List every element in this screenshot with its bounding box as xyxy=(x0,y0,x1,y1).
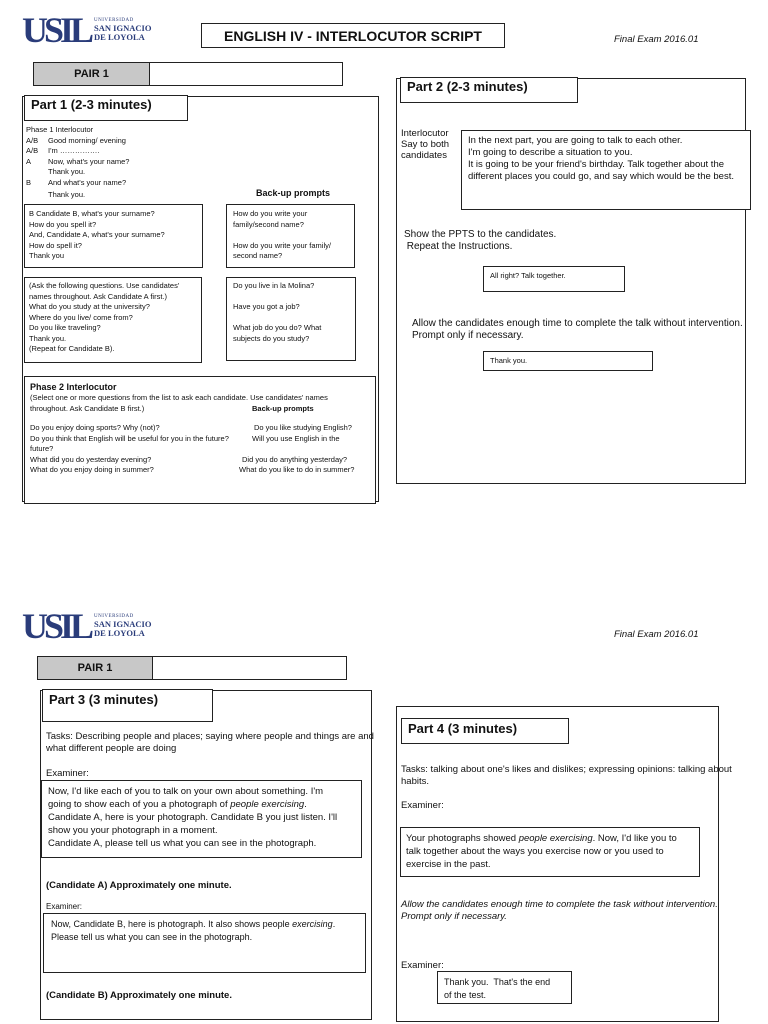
part3-candidate-b: (Candidate B) Approximately one minute. xyxy=(46,990,232,1001)
part1-box2: (Ask the following questions. Use candidates' names throughout. Ask Candidate A first.) What do you study at the university? Where do you live/ come from? Do you like traveling? Thank you. (Repeat for Candidate B). xyxy=(24,277,202,363)
logo-line2: SAN IGNACIO xyxy=(94,23,152,33)
pair-label: PAIR 1 xyxy=(33,62,150,86)
phase2-box: Phase 2 Interlocutor (Select one or more questions from the list to ask each candidate. Use candidates' names throughout. Ask Candidate B first.) Back-up prompts Do you enjoy doing sports? Why (not)? Do you like studying English? Do you think that English will be useful for you in the future? Will you use English in the future? What did you do yesterday evening? Did you do anything yesterday? What do you enjoy doing in summer? What do you like to do in summer? xyxy=(24,376,376,504)
logo-mark-2: USIL xyxy=(22,606,91,646)
page-title: ENGLISH IV - INTERLOCUTOR SCRIPT xyxy=(201,23,505,48)
logo-line1: UNIVERSIDAD xyxy=(94,18,134,23)
part3-heading: Part 3 (3 minutes) xyxy=(42,689,213,722)
part3-examiner-label: Examiner: xyxy=(46,768,89,779)
part3-script: Now, I'd like each of you to talk on your own about something. I'm going to show each of you a photograph of people exercising. Candidate A, here is your photograph. Candidate B you just listen. I'll show you your photograph in a moment. Candidate A, please tell us what you can see in the photograph. xyxy=(41,780,362,858)
part3-candidate-a: (Candidate A) Approximately one minute. xyxy=(46,880,232,891)
logo-line3: DE LOYOLA xyxy=(94,32,145,42)
logo-mark: USIL xyxy=(22,10,91,50)
part2-show-ppts: Show the PPTS to the candidates. Repeat the Instructions. xyxy=(404,229,557,252)
phase1-block: Phase 1 Interlocutor A/B Good morning/ evening A/B I'm ……………. A Now, what's your name? Thank you. B And what's your name? Thank you. xyxy=(26,125,130,199)
phase2-title: Phase 2 Interlocutor xyxy=(30,382,117,392)
part4-examiner-label: Examiner: xyxy=(401,800,444,811)
phase1-title: Phase 1 Interlocutor xyxy=(26,125,94,134)
part3-examiner-label-2: Examiner: xyxy=(46,902,83,911)
part1-box1-backup: How do you write your family/second name? How do you write your family/ second name? xyxy=(226,204,355,268)
part2-instructions: In the next part, you are going to talk to each other. I'm going to describe a situation to you. It is going to be your friend's birthday. Talk together about the different places you could go, and say which would be the best. xyxy=(461,130,751,210)
part4-heading: Part 4 (3 minutes) xyxy=(401,718,569,744)
usil-logo-2: USIL UNIVERSIDAD SAN IGNACIO DE LOYOLA xyxy=(22,606,152,646)
part3-script-2: Now, Candidate B, here is photograph. It also shows people exercising. Please tell us what you can see in the photograph. xyxy=(43,913,366,973)
final-exam-label-2: Final Exam 2016.01 xyxy=(614,629,699,640)
part2-thank-you: Thank you. xyxy=(483,351,653,371)
final-exam-label: Final Exam 2016.01 xyxy=(614,34,699,45)
part3-tasks: Tasks: Describing people and places; saying where people and things are and what different people are doing xyxy=(46,731,374,754)
part1-heading: Part 1 (2-3 minutes) xyxy=(24,95,188,121)
part4-examiner-label-2: Examiner: xyxy=(401,960,444,971)
backup-prompts-title: Back-up prompts xyxy=(256,188,331,198)
part4-allow-time: Allow the candidates enough time to complete the task without intervention. Prompt only if necessary. xyxy=(401,899,718,922)
part2-allow-time: Allow the candidates enough time to complete the talk without intervention. Prompt only if necessary. xyxy=(412,318,743,341)
part4-tasks: Tasks: talking about one's likes and dislikes; expressing opinions: talking about habits. xyxy=(401,764,732,787)
part2-side-label: Interlocutor Say to both candidates xyxy=(401,128,450,161)
part1-box1: B Candidate B, what's your surname? How do you spell it? And, Candidate A, what's your surname? How do spell it? Thank you xyxy=(24,204,203,268)
pair-label-2: PAIR 1 xyxy=(37,656,153,680)
part4-script: Your photographs showed people exercising. Now, I'd like you to talk together about the ways you exercise now or you used to exercise in the past. xyxy=(400,827,700,877)
pair-name-field[interactable] xyxy=(149,62,343,86)
usil-logo xyxy=(22,12,151,48)
pair-name-field-2[interactable] xyxy=(152,656,347,680)
part1-box2-backup: Do you live in la Molina? Have you got a job? What job do you do? What subjects do you study? xyxy=(226,277,356,361)
part2-heading: Part 2 (2-3 minutes) xyxy=(400,77,578,103)
part4-end-of-test: Thank you. That's the end of the test. xyxy=(437,971,572,1004)
part2-talk-together: All right? Talk together. xyxy=(483,266,625,292)
